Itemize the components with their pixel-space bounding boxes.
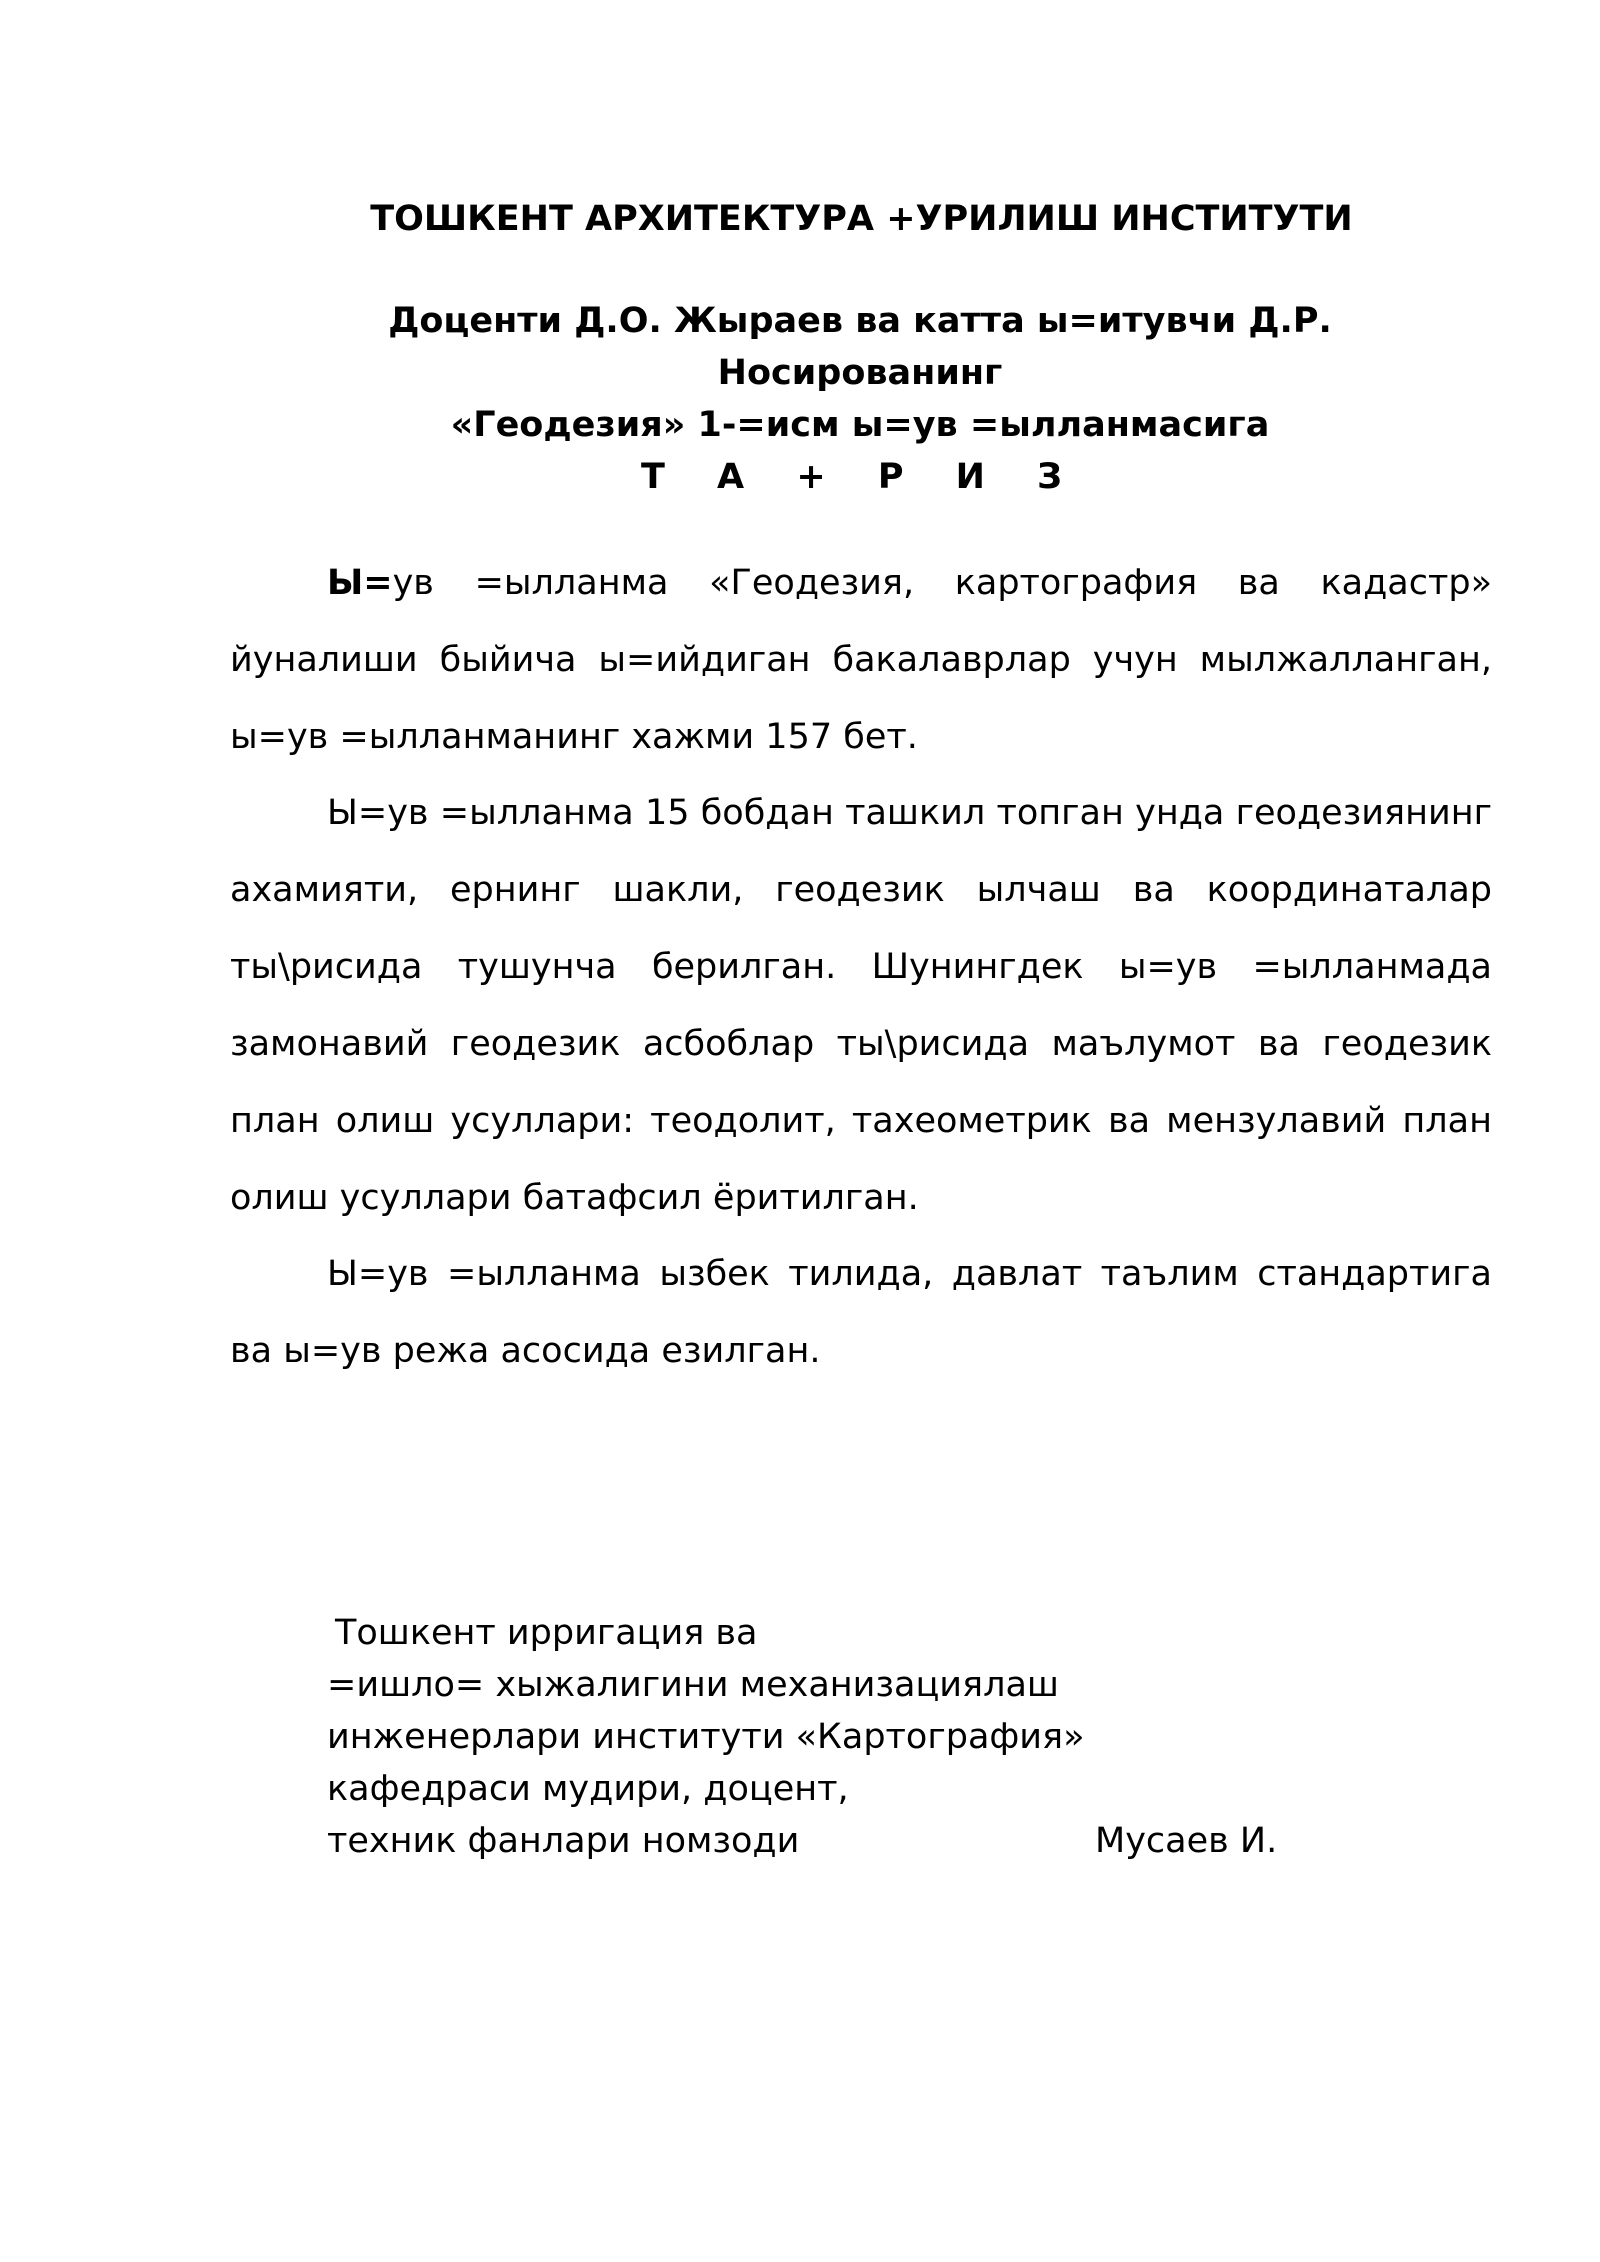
signature-block <box>327 1607 1085 1867</box>
paragraph-1-text: ув =ылланма «Геодезия, картография ва кадастр» йуналиши быйича ы=ийдиган бакалаврлар учун мылжалланган, ы=ув =ылланманинг хажми 157 бет. <box>230 563 1492 757</box>
paragraph-1 <box>230 545 1492 776</box>
signature-line-2: =ишло= хыжалигини механизациялаш <box>327 1665 1059 1705</box>
signature-line-1: Тошкент ирригация ва <box>335 1613 758 1653</box>
paragraph-3: Ы=ув =ылланма ызбек тилида, давлат таълим стандартига ва ы=ув режа асосида езилган. <box>230 1254 1492 1371</box>
review-subject-line-1: Доценти Д.О. Жыраев ва катта ы=итувчи Д.Р. Носированинг <box>388 301 1332 393</box>
signature-line-4: кафедраси мудири, доцент, <box>327 1769 849 1809</box>
institute-heading: ТОШКЕНТ АРХИТЕКТУРА +УРИЛИШ ИНСТИТУТИ <box>370 199 1353 239</box>
signature-line-5: техник фанлари номзоди <box>327 1821 800 1861</box>
review-subject-line-2: «Геодезия» 1-=исм ы=ув =ылланмасига <box>450 405 1270 445</box>
paragraph-1-lead: Ы= <box>327 563 393 603</box>
signatory-name: Мусаев И. <box>1095 1821 1278 1861</box>
signature-line-3: инженерлари институти «Картография» <box>327 1717 1085 1757</box>
document-title: Т А + Р И З <box>640 457 1083 497</box>
paragraph-2: Ы=ув =ылланма 15 бобдан ташкил топган унда геодезиянинг ахамияти, ернинг шакли, геодезик ылчаш ва координаталар ты\рисида тушунча берилган. Шунингдек ы=ув =ылланмада замонавий геодезик асбоблар ты\рисида маълумот ва геодезик план олиш усуллари: теодолит, тахеометрик ва мензулавий план олиш усуллари батафсил ёритилган. <box>230 793 1492 1218</box>
review-subject-heading <box>260 295 1460 451</box>
